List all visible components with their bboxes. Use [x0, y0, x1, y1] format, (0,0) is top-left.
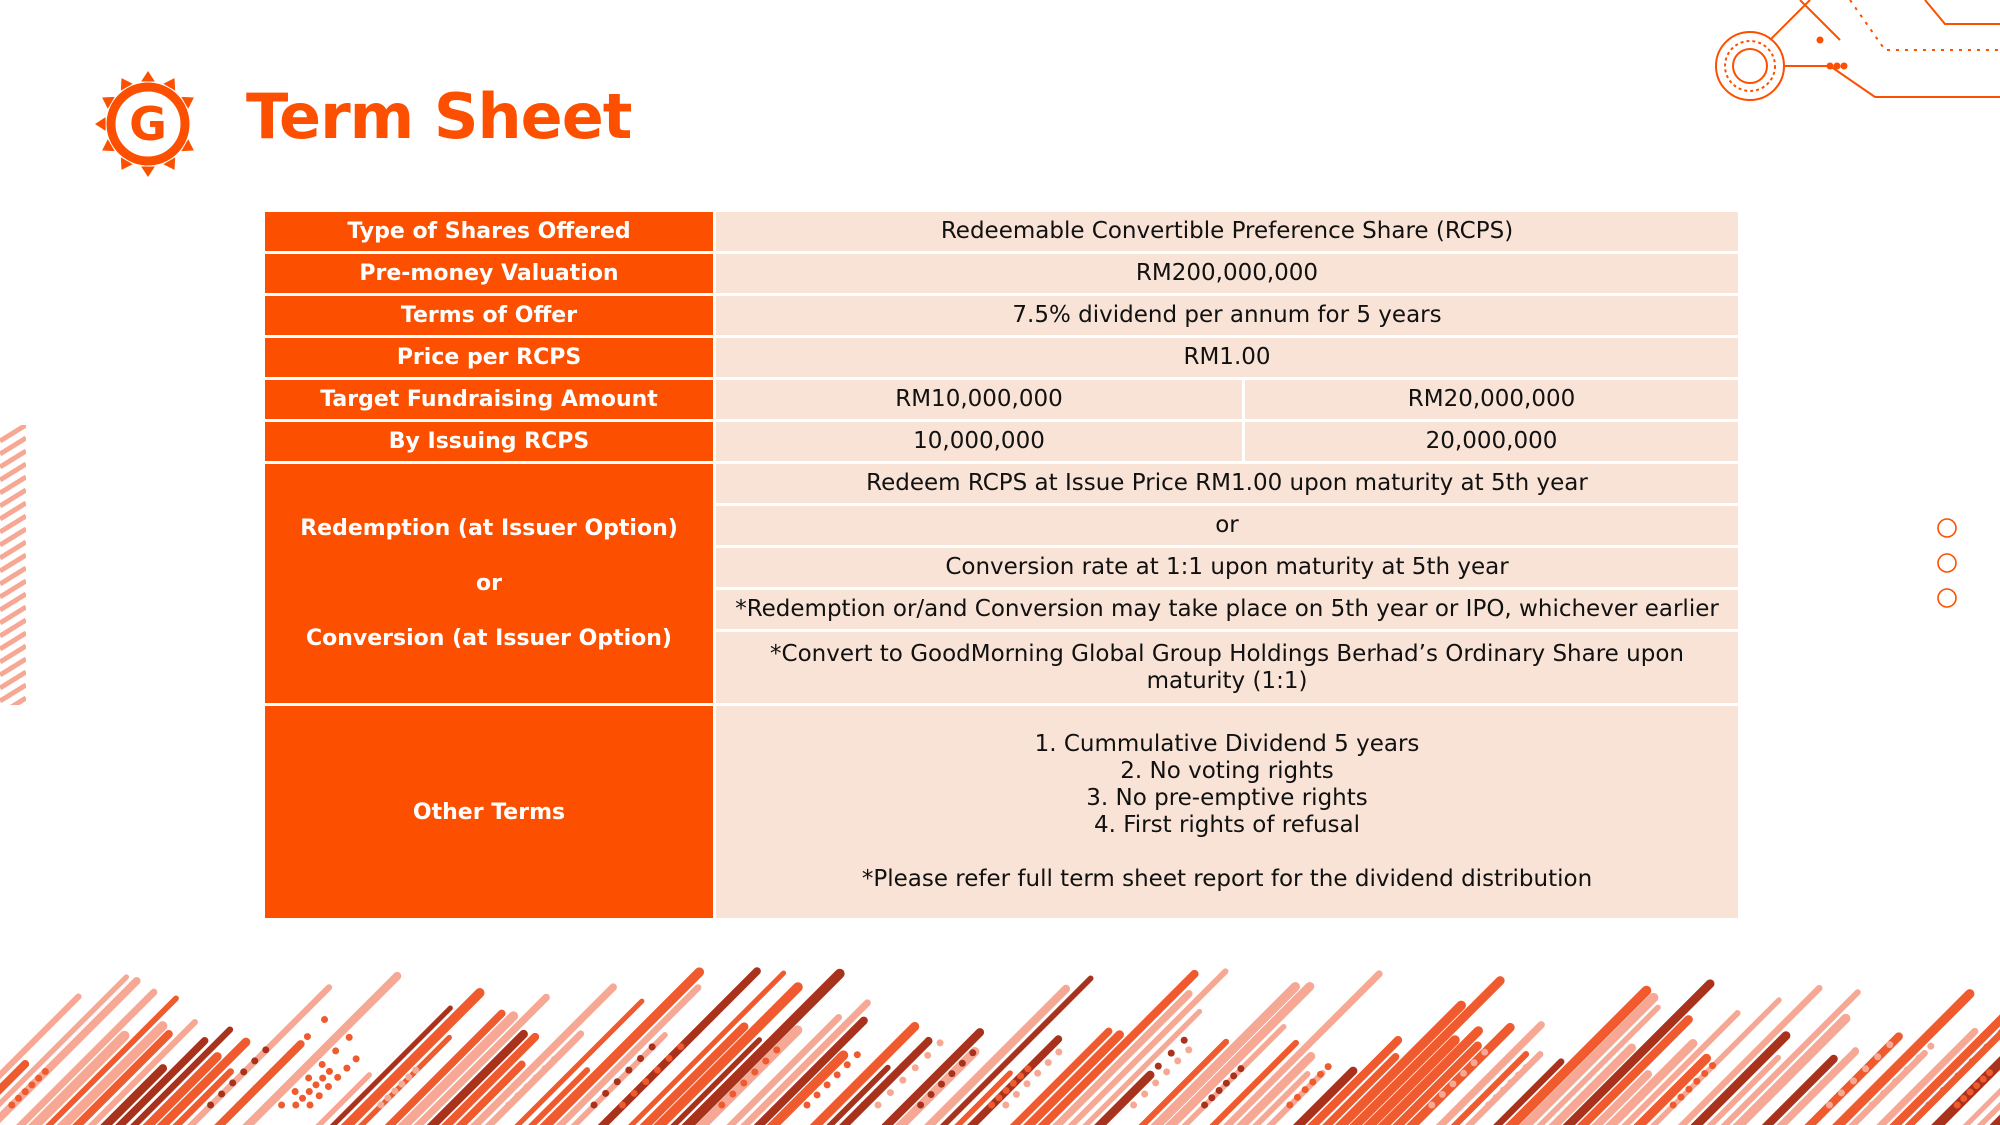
stripe-dot: [1685, 1086, 1692, 1093]
stripe-dot: [287, 1050, 294, 1057]
stripe-dot: [299, 1095, 306, 1102]
stripe-dot: [329, 1036, 336, 1043]
stripe-dot: [343, 1065, 350, 1072]
stripe-dot: [1927, 1043, 1934, 1050]
stripe-dot: [1010, 1080, 1017, 1087]
stripe-dot: [1508, 1079, 1515, 1086]
stripe-dot: [346, 1034, 353, 1041]
stripe-dot: [631, 1090, 638, 1097]
stripe-dot: [637, 1055, 644, 1062]
stripe-dot: [1302, 1086, 1309, 1093]
stripe-dot: [1904, 1066, 1911, 1073]
stripe-dot: [789, 1102, 796, 1109]
stripe-dot: [1309, 1078, 1316, 1085]
table-row: [264, 295, 1740, 337]
stripe-dot: [654, 1066, 661, 1073]
stripe-dot: [1830, 1069, 1837, 1076]
stripe-dot: [1678, 1094, 1685, 1101]
stripe-dot: [828, 1063, 835, 1070]
stripe-dot: [762, 1058, 769, 1065]
stripe-dot: [319, 1061, 326, 1068]
stripe-dot: [1983, 1044, 1990, 1051]
stripe-dot: [22, 1088, 29, 1095]
circuit-ring-outer: [1716, 32, 1784, 100]
stripe-dot: [677, 1043, 684, 1050]
stripe-dot: [1806, 1050, 1813, 1057]
stripe-dot: [814, 1091, 821, 1098]
other-terms-item: 4. First rights of refusal: [1093, 812, 1361, 838]
stripe-dot: [1852, 1047, 1859, 1054]
logo-ray: [141, 71, 155, 82]
stripe-dot: [1449, 1080, 1456, 1087]
stripe-dot: [860, 1102, 867, 1109]
stripe-dot: [818, 1072, 825, 1079]
stripe-dot: [262, 1046, 269, 1053]
stripe-dot: [1002, 1102, 1009, 1109]
stripe-dot: [917, 1102, 924, 1109]
stripe-dot: [1481, 1049, 1488, 1056]
row-value-issuing-high: 20,000,000: [1244, 421, 1740, 463]
stripe-dot: [602, 1090, 609, 1097]
stripe-dot: [834, 1071, 841, 1078]
stripe-decoration-left: [0, 425, 26, 705]
stripe-dot: [297, 1069, 304, 1076]
stripe-dot: [591, 1102, 598, 1109]
stripe-dot: [523, 1083, 530, 1090]
stripe-dot: [270, 1067, 277, 1074]
stripe-dot: [207, 1102, 214, 1109]
stripe-dot: [875, 1102, 882, 1109]
page-title: Term Sheet: [246, 80, 632, 153]
stripe-dot: [740, 1080, 747, 1087]
circuit-trace: [1784, 66, 2000, 97]
table-row: [264, 421, 1740, 463]
stripe-dot: [1460, 1070, 1467, 1077]
stripe-dot: [1701, 1070, 1708, 1077]
stripe-dot: [316, 1092, 323, 1099]
stripe-dot: [533, 1074, 540, 1081]
stripe-dot: [1892, 1078, 1899, 1085]
table-row: [264, 337, 1740, 379]
stripe-dot: [886, 1076, 893, 1083]
stripe-dot: [28, 1081, 35, 1088]
circuit-decoration-icon: [1700, 0, 2000, 110]
stripe-dot: [1886, 1041, 1893, 1048]
stripe-dot: [1755, 1102, 1762, 1109]
stripe-dot: [1916, 1054, 1923, 1061]
stripe-dot: [614, 1078, 621, 1085]
row-value-other-terms: [715, 705, 1740, 920]
row-label-redemption: [264, 463, 715, 705]
stripe-dot: [1522, 1064, 1529, 1071]
redemption-value-conversion-rate: Conversion rate at 1:1 upon maturity at 5th year: [715, 547, 1740, 589]
stripe: [1062, 971, 1226, 1125]
redemption-label-line: Redemption (at Issuer Option): [300, 516, 678, 541]
redemption-value-timing-note: *Redemption or/and Conversion may take place on 5th year or IPO, whichever earlier: [715, 589, 1740, 631]
other-terms-item: 3. No pre-emptive rights: [1086, 785, 1368, 811]
row-value-issuing-low: 10,000,000: [715, 421, 1244, 463]
stripe-dot: [925, 1037, 932, 1044]
stripe-dot: [924, 1052, 931, 1059]
stripe-dot: [1819, 1080, 1826, 1087]
stripe-dot: [398, 1081, 405, 1088]
stripe-dot: [1155, 1063, 1162, 1070]
stripe-dot: [326, 1068, 333, 1075]
row-value-shares-offered: Redeemable Convertible Preference Share (RCPS): [715, 211, 1740, 253]
stripe-dot: [937, 1039, 944, 1046]
stripe-dot: [313, 1053, 320, 1060]
stripe-dot: [1954, 1102, 1961, 1109]
stripe-dot: [1230, 1072, 1237, 1079]
sun-g-logo-icon: [94, 66, 202, 182]
stripe-dot: [405, 1074, 412, 1081]
stripe-dot: [15, 1095, 22, 1102]
stripe-dot: [353, 1055, 360, 1062]
stripe-dot: [240, 1068, 247, 1075]
stripe-dot: [1874, 1053, 1881, 1060]
other-terms-item: 1. Cummulative Dividend 5 years: [1034, 731, 1420, 757]
stripe-dot: [1181, 1037, 1188, 1044]
stripe-dot: [307, 1102, 314, 1109]
stripe-dot: [887, 1089, 894, 1096]
stripe-dot: [1168, 1050, 1175, 1057]
redemption-label-or: or: [476, 571, 502, 596]
stripe-dot: [391, 1088, 398, 1095]
stripe-dot: [1980, 1076, 1987, 1083]
stripe-dot: [1838, 1089, 1845, 1096]
other-terms-item: 2. No voting rights: [1120, 758, 1334, 784]
stripe-dot: [1129, 1089, 1136, 1096]
row-label-target-amount: Target Fundraising Amount: [264, 379, 715, 421]
stripe-dot: [514, 1092, 521, 1099]
stripe-dot: [1201, 1102, 1208, 1109]
stripe-dot: [1772, 1084, 1779, 1091]
stripe-dot: [292, 1088, 299, 1095]
stripe-dot: [1880, 1090, 1887, 1097]
stripe-dot: [988, 1102, 995, 1109]
stripe-dot: [42, 1068, 49, 1075]
circle-dot-icon[interactable]: [1938, 589, 1956, 607]
stripe-dot: [332, 1047, 339, 1054]
term-sheet-table: [262, 209, 1741, 921]
stripe-dot: [1142, 1076, 1149, 1083]
row-value-target-amount-low: RM10,000,000: [715, 379, 1244, 421]
stripe-dot: [1500, 1087, 1507, 1094]
stripe-dot: [35, 1075, 42, 1082]
row-value-terms-of-offer: 7.5% dividend per annum for 5 years: [715, 295, 1740, 337]
stripe-dot: [729, 1091, 736, 1098]
stripe-dot: [1174, 1057, 1181, 1064]
stripe-dot: [1152, 1079, 1159, 1086]
table-row: [264, 463, 1740, 505]
stripe-dot: [292, 1102, 299, 1109]
stripe-dot: [1826, 1102, 1833, 1109]
stripe-dot: [625, 1067, 632, 1074]
stripe-dot: [280, 1085, 287, 1092]
circuit-trace: [1925, 0, 2000, 24]
row-value-price: RM1.00: [715, 337, 1740, 379]
stripe-dot: [1439, 1091, 1446, 1098]
stripe-dot: [995, 1094, 1002, 1101]
conversion-label-line: Conversion (at Issuer Option): [306, 626, 672, 651]
stripe-dot: [1141, 1090, 1148, 1097]
stripe-dot: [218, 1090, 225, 1097]
stripe-dot: [1798, 1102, 1805, 1109]
stripe-dot: [1024, 1065, 1031, 1072]
stripe-dot: [1223, 1080, 1230, 1087]
circuit-dot: [1827, 63, 1834, 70]
table-row: [264, 211, 1740, 253]
stripe-dot: [305, 1074, 312, 1081]
stripe-dot: [1185, 1046, 1192, 1053]
stripe-dot: [312, 1081, 319, 1088]
row-label-terms-of-offer: Terms of Offer: [264, 295, 715, 337]
row-value-valuation: RM200,000,000: [715, 253, 1740, 295]
stripe-dot: [873, 1089, 880, 1096]
row-label-shares-offered: Type of Shares Offered: [264, 211, 715, 253]
circuit-dot: [1841, 63, 1848, 70]
stripe-dot: [1960, 1095, 1967, 1102]
stripe-dot: [1862, 1065, 1869, 1072]
stripe-dot: [649, 1043, 656, 1050]
table-row: [264, 253, 1740, 295]
stripe-dot: [229, 1079, 236, 1086]
circuit-dot: [1817, 37, 1824, 44]
stripe-dot: [1670, 1102, 1677, 1109]
row-label-price: Price per RCPS: [264, 337, 715, 379]
row-value-target-amount-high: RM20,000,000: [1244, 379, 1740, 421]
stripe-dot: [1709, 1062, 1716, 1069]
stripe-dot: [1969, 1058, 1976, 1065]
circuit-trace: [1770, 0, 1810, 40]
logo-ray: [95, 117, 106, 131]
stripe-dot: [1850, 1077, 1857, 1084]
stripe-dot: [799, 1092, 806, 1099]
stripe-dot: [321, 1016, 328, 1023]
table-row: [264, 705, 1740, 920]
stripe-dot: [319, 1075, 326, 1082]
stripe-dot: [1940, 1087, 1947, 1094]
logo-ray: [141, 166, 155, 177]
stripe-dot: [505, 1102, 512, 1109]
stripe-dot: [378, 1102, 385, 1109]
stripe-dot: [912, 1050, 919, 1057]
table-row: [264, 379, 1740, 421]
pager-dots[interactable]: [1930, 514, 1964, 614]
stripe-dot: [325, 1083, 332, 1090]
stripe-dot: [251, 1057, 258, 1064]
stripe-dot: [1471, 1059, 1478, 1066]
stripe-dot: [1055, 1048, 1062, 1055]
circle-dot-icon[interactable]: [1938, 519, 1956, 537]
stripe-dot: [1208, 1094, 1215, 1101]
stripe-dot: [804, 1102, 811, 1109]
stripe-dot: [666, 1055, 673, 1062]
redemption-value-or: or: [715, 505, 1740, 547]
stripe-dot: [1294, 1094, 1301, 1101]
stripe-dot: [1973, 1082, 1980, 1089]
stripe-dot: [542, 1065, 549, 1072]
stripe-dot: [854, 1051, 861, 1058]
stripe-dot: [899, 1063, 906, 1070]
stripe-dot: [551, 1056, 558, 1063]
stripe-dot: [773, 1047, 780, 1054]
stripe-decoration-bottom: [0, 935, 2000, 1125]
stripe-dot: [1013, 1091, 1020, 1098]
stripe-dot: [1130, 1102, 1137, 1109]
redemption-value-convert-note: *Convert to GoodMorning Global Group Holdings Berhad’s Ordinary Share upon maturity (1:1): [715, 631, 1740, 705]
stripe-dot: [969, 1049, 976, 1056]
stripe-dot: [948, 1070, 955, 1077]
other-terms-note: *Please refer full term sheet report for the dividend distribution: [861, 866, 1593, 892]
stripe-dot: [1216, 1087, 1223, 1094]
stripe-dot: [1493, 1094, 1500, 1101]
stripe-dot: [1017, 1072, 1024, 1079]
stripe-dot: [912, 1064, 919, 1071]
logo-letter: G: [129, 97, 167, 151]
redemption-value-redeem: Redeem RCPS at Issue Price RM1.00 upon maturity at 5th year: [715, 463, 1740, 505]
stripe-dot: [1840, 1016, 1847, 1023]
stripe-dot: [1515, 1072, 1522, 1079]
stripe-dot: [1163, 1068, 1170, 1075]
circuit-ring-core: [1733, 49, 1767, 83]
stripe-dot: [1034, 1070, 1041, 1077]
stripe-dot: [1693, 1078, 1700, 1085]
stripe-dot: [1823, 1033, 1830, 1040]
stripe-dot: [938, 1081, 945, 1088]
stripe-dot: [8, 1102, 15, 1109]
stripe-dot: [928, 1091, 935, 1098]
stripe-dot: [642, 1078, 649, 1085]
row-label-issuing: By Issuing RCPS: [264, 421, 715, 463]
stripe-dot: [838, 1053, 845, 1060]
stripe-dot: [264, 1102, 271, 1109]
stripe-dot: [1869, 1102, 1876, 1109]
stripe-dot: [1325, 1063, 1332, 1070]
stripe-dot: [1485, 1102, 1492, 1109]
stripe-dot: [384, 1095, 391, 1102]
stripe-dot: [824, 1081, 831, 1088]
stripe-dot: [1286, 1102, 1293, 1109]
circuit-dot: [1834, 63, 1841, 70]
stripe-dot: [1789, 1067, 1796, 1074]
stripe-dot: [345, 1020, 352, 1027]
stripe-dot: [751, 1069, 758, 1076]
stripe-dot: [1045, 1059, 1052, 1066]
stripe-dot: [304, 1033, 311, 1040]
stripe-dot: [1986, 1069, 1993, 1076]
stripe-dot: [619, 1102, 626, 1109]
stripe-dot: [959, 1060, 966, 1067]
stripe-dot: [278, 1102, 285, 1109]
row-label-valuation: Pre-money Valuation: [264, 253, 715, 295]
stripe-dot: [1954, 1073, 1961, 1080]
circle-dot-icon[interactable]: [1938, 554, 1956, 572]
stripe-dot: [844, 1061, 851, 1068]
stripe-dot: [1841, 1058, 1848, 1065]
stripe-dot: [1024, 1080, 1031, 1087]
stripe-dot: [1808, 1091, 1815, 1098]
stripe-dot: [809, 1082, 816, 1089]
stripe-dot: [1967, 1089, 1974, 1096]
stripe-dot: [334, 1074, 341, 1081]
stripe-dot: [718, 1102, 725, 1109]
stripe-dot: [253, 1084, 260, 1091]
stripe-dot: [1317, 1071, 1324, 1078]
stripe-dot: [236, 1102, 243, 1109]
stripe-dot: [1428, 1102, 1435, 1109]
stripe-dot: [1237, 1065, 1244, 1072]
stripe-dot: [1925, 1102, 1932, 1109]
stripe-dot: [1116, 1102, 1123, 1109]
row-label-other-terms: Other Terms: [264, 705, 715, 920]
circuit-trace: [1800, 0, 1840, 40]
stripe-dot: [412, 1067, 419, 1074]
stripe-dot: [899, 1077, 906, 1084]
stripe-dot: [1003, 1087, 1010, 1094]
stripe-dot: [306, 1088, 313, 1095]
